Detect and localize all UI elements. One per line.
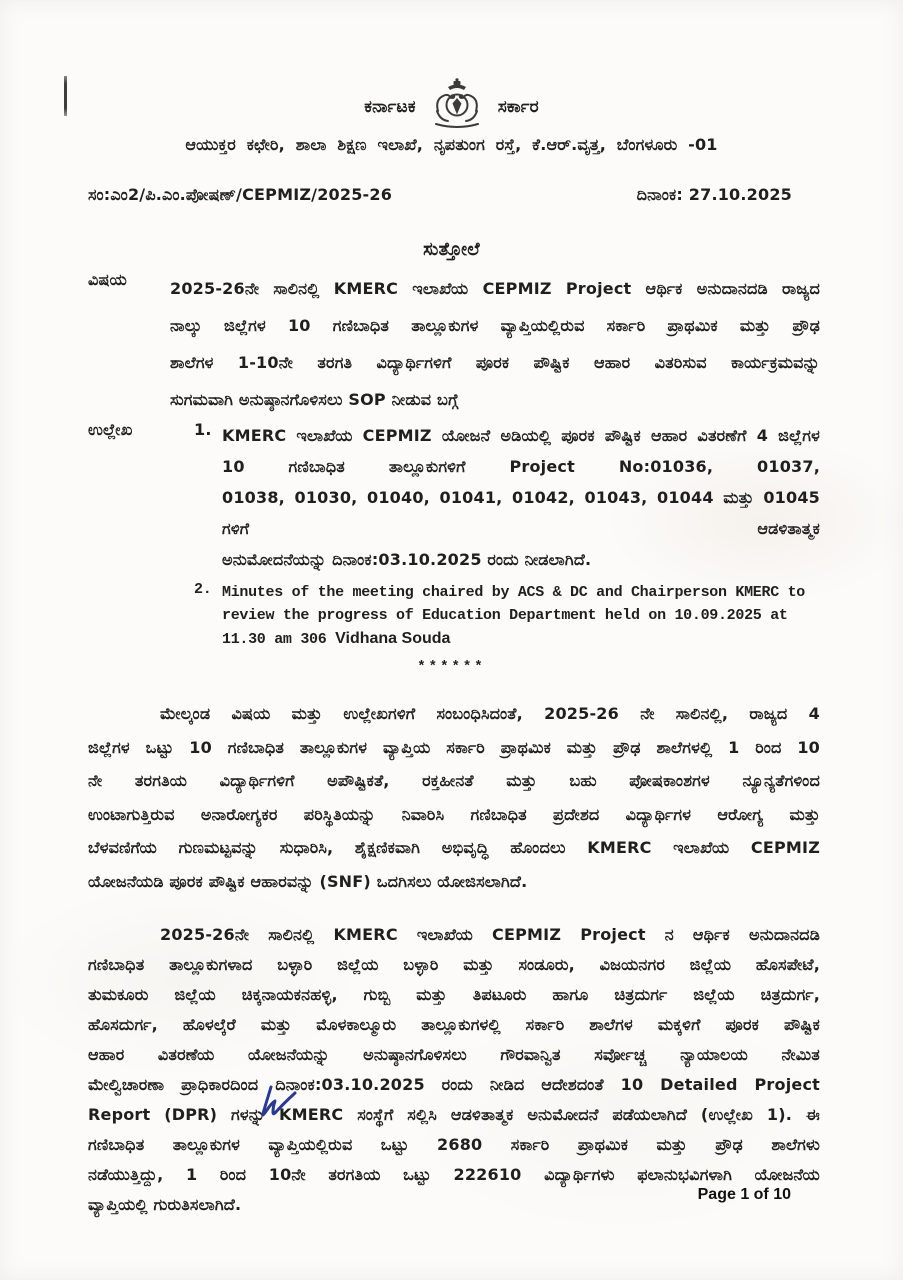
text-line: ಶಾಲೆಗಳ 1-10ನೇ ತರಗತಿ ವಿದ್ಯಾರ್ಥಿಗಳಿಗೆ ಪೂರಕ ಪೌಷ್ಟಿಕ ಆಹಾರ ವಿತರಿಸುವ ಕಾರ್ಯಕ್ರಮವನ್ನು: [170, 353, 820, 372]
reference-number: ಸಂ:ಎಂ2/ಪಿ.ಎಂ.ಪೋಷಣ್/CEPMIZ/2025-26: [88, 185, 393, 204]
text-line: [222, 627, 820, 651]
reference-number-row: [88, 185, 820, 205]
text-line: ಅನುಮೋದನೆಯನ್ನು ದಿನಾಂಕ:03.10.2025 ರಂದು ನೀಡಲಾಗಿದೆ.: [222, 550, 592, 569]
karnataka-state-emblem-icon: [428, 78, 486, 130]
reference-2-text: [222, 581, 820, 651]
text-line: 2025-26ನೇ ಸಾಲಿನಲ್ಲಿ KMERC ಇಲಾಖೆಯ CEPMIZ Project ನ ಆರ್ಥಿಕ ಅನುದಾನದಡಿ: [160, 925, 820, 944]
text-line: ತುಮಕೂರು ಜಿಲ್ಲೆಯ ಚಿಕ್ಕನಾಯಕನಹಳ್ಳಿ, ಗುಬ್ಬಿ ಮತ್ತು ತಿಪಟೂರು ಹಾಗೂ ಚಿತ್ರದುರ್ಗ ಜಿಲ್ಲೆಯ ಚಿತ್ರದುರ್ಗ,: [88, 985, 820, 1004]
meeting-time-text: 11.30 am 306: [222, 631, 336, 648]
gov-name-left: ಕರ್ನಾಟಕ: [364, 97, 416, 117]
reference-list: [170, 420, 820, 651]
text-line: ಉಂಟಾಗುತ್ತಿರುವ ಅನಾರೋಗ್ಯಕರ ಪರಿಸ್ಥಿತಿಯನ್ನು ನಿವಾರಿಸಿ ಗಣಿಬಾಧಿತ ಪ್ರದೇಶದ ವಿದ್ಯಾರ್ಥಿಗಳ ಆರೋಗ್ಯ ಮತ್ತು: [88, 804, 820, 824]
circular-title: ಸುತ್ತೋಲೆ: [423, 239, 480, 260]
text-line: ಗಣಿಬಾಧಿತ ತಾಲ್ಲೂಕುಗಳ ವ್ಯಾಪ್ತಿಯಲ್ಲಿರುವ ಒಟ್ಟು 2680 ಸರ್ಕಾರಿ ಪ್ರಾಥಮಿಕ ಮತ್ತು ಪ್ರೌಢ ಶಾಲೆಗಳು: [88, 1135, 820, 1154]
subject-block: [88, 270, 820, 418]
reference-label: ಉಲ್ಲೇಖ: [88, 420, 133, 439]
text-line: review the progress of Education Department held on 10.09.2025 at: [222, 607, 788, 624]
separator-stars: ******: [417, 659, 486, 675]
text-line: ನಾಲ್ಕು ಜಿಲ್ಲೆಗಳ 10 ಗಣಿಬಾಧಿತ ತಾಲ್ಲೂಕುಗಳ ವ್ಯಾಪ್ತಿಯಲ್ಲಿರುವ ಸರ್ಕಾರಿ ಪ್ರಾಥಮಿಕ ಮತ್ತು ಪ್ರೌಢ: [170, 316, 820, 335]
references-block: [88, 420, 820, 651]
page-number: Page 1 of 10: [697, 1186, 791, 1203]
text-line: ಬೆಳವಣಿಗೆಯ ಗುಣಮಟ್ಟವನ್ನು ಸುಧಾರಿಸಿ, ಶೈಕ್ಷಣಿಕವಾಗಿ ಅಭಿವೃದ್ಧಿ ಹೊಂದಲು KMERC ಇಲಾಖೆಯ CEPMIZ: [88, 838, 820, 857]
subject-label: ವಿಷಯ: [88, 270, 127, 289]
reference-item-1: [170, 420, 820, 575]
text-line: 01038, 01030, 01040, 01041, 01042, 01043, 01044 ಮತ್ತು 01045 ಗಳಿಗೆ ಆಡಳಿತಾತ್ಮಕ: [222, 488, 820, 538]
text-line: 2025-26ನೇ ಸಾಲಿನಲ್ಲಿ KMERC ಇಲಾಖೆಯ CEPMIZ Project ಆರ್ಥಿಕ ಅನುದಾನದಡಿ ರಾಜ್ಯದ: [170, 279, 820, 298]
text-line: ಆಹಾರ ವಿತರಣೆಯ ಯೋಜನೆಯನ್ನು ಅನುಷ್ಠಾನಗೊಳಿಸಲು ಗೌರವಾನ್ವಿತ ಸರ್ವೋಚ್ಚ ನ್ಯಾಯಾಲಯ ನೇಮಿತ: [88, 1045, 820, 1064]
reference-1-text: [222, 420, 820, 575]
circular-date: ದಿನಾಂಕ: 27.10.2025: [636, 185, 792, 204]
government-header: [0, 0, 903, 130]
text-line: ನಡೆಯುತ್ತಿದ್ದು, 1 ರಿಂದ 10ನೇ ತರಗತಿಯ ಒಟ್ಟು 222610 ವಿದ್ಯಾರ್ಥಿಗಳು ಫಲಾನುಭವಿಗಳಾಗಿ ಯೋಜನೆಯ: [88, 1165, 820, 1184]
text-line: 10 ಗಣಿಬಾಧಿತ ತಾಲ್ಲೂಕುಗಳಿಗೆ Project No:01036, 01037,: [222, 457, 820, 476]
vidhana-souda-text: Vidhana Souda: [335, 630, 451, 647]
text-line: ನೇ ತರಗತಿಯ ವಿದ್ಯಾರ್ಥಿಗಳಿಗೆ ಅಪೌಷ್ಟಿಕತೆ, ರಕ್ತಹೀನತೆ ಮತ್ತು ಬಹು ಪೋಷಕಾಂಶಗಳ ನ್ಯೂನ್ಯತೆಗಳಿಂದ: [88, 771, 820, 790]
text-line: ಮೇಲ್ವಿಚಾರಣಾ ಪ್ರಾಧಿಕಾರದಿಂದ ದಿನಾಂಕ:03.10.2025 ರಂದು ನೀಡಿದ ಆದೇಶದಂತೆ 10 Detailed Project: [88, 1075, 820, 1094]
reference-1-number: 1.: [194, 420, 212, 439]
gov-name-right: ಸರ್ಕಾರ: [497, 97, 539, 117]
reference-2-number: 2.: [194, 581, 212, 598]
text-line: KMERC ಇಲಾಖೆಯ CEPMIZ ಯೋಜನೆ ಅಡಿಯಲ್ಲಿ ಪೂರಕ ಪೌಷ್ಟಿಕ ಆಹಾರ ವಿತರಣೆಗೆ 4 ಜಿಲ್ಲೆಗಳ: [222, 426, 820, 445]
body-paragraph-1: [88, 697, 820, 898]
text-line: Report (DPR) ಗಳನ್ನು KMERC ಸಂಸ್ಥೆಗೆ ಸಲ್ಲಿಸಿ ಆಡಳಿತಾತ್ಮಕ ಅನುಮೋದನೆ ಪಡೆಯಲಾಗಿದೆ (ಉಲ್ಲೇಖ 1). ಈ: [88, 1105, 820, 1124]
body-paragraph-2: [88, 920, 820, 1220]
office-address: ಆಯುಕ್ತರ ಕಛೇರಿ, ಶಾಲಾ ಶಿಕ್ಷಣ ಇಲಾಖೆ, ನೃಪತುಂಗ ರಸ್ತೆ, ಕೆ.ಆರ್.ವೃತ್ತ, ಬೆಂಗಳೂರು -01: [185, 135, 718, 154]
text-line: Minutes of the meeting chaired by ACS & DC and Chairperson KMERC to: [222, 584, 805, 601]
blue-ink-check-mark: [255, 1083, 317, 1131]
subject-text: [170, 270, 820, 418]
text-line: ಮೇಲ್ಕಂಡ ವಿಷಯ ಮತ್ತು ಉಲ್ಲೇಖಗಳಿಗೆ ಸಂಬಂಧಿಸಿದಂತೆ, 2025-26 ನೇ ಸಾಲಿನಲ್ಲಿ, ರಾಜ್ಯದ 4: [160, 704, 820, 723]
text-line: ಗಣಿಬಾಧಿತ ತಾಲ್ಲೂಕುಗಳಾದ ಬಳ್ಳಾರಿ ಜಿಲ್ಲೆಯ ಬಳ್ಳಾರಿ ಮತ್ತು ಸಂಡೂರು, ವಿಜಯನಗರ ಜಿಲ್ಲೆಯ ಹೊಸಪೇಟೆ,: [88, 955, 820, 974]
text-line: ವ್ಯಾಪ್ತಿಯಲ್ಲಿ ಗುರುತಿಸಲಾಗಿದೆ.: [88, 1195, 242, 1214]
text-line: ಜಿಲ್ಲೆಗಳ ಒಟ್ಟು 10 ಗಣಿಬಾಧಿತ ತಾಲ್ಲೂಕುಗಳ ವ್ಯಾಪ್ತಿಯ ಸರ್ಕಾರಿ ಪ್ರಾಥಮಿಕ ಮತ್ತು ಪ್ರೌಢ ಶಾಲೆಗಳಲ್ಲಿ 1 ರಿಂದ 10: [88, 737, 820, 757]
scan-artifact-line: [64, 76, 67, 116]
paragraph-1-text: [88, 697, 820, 898]
text-line: ಹೊಸದುರ್ಗ, ಹೊಳಲ್ಕೆರೆ ಮತ್ತು ಮೊಳಕಾಲ್ಮೂರು ತಾಲ್ಲೂಕುಗಳಲ್ಲಿ ಸರ್ಕಾರಿ ಶಾಲೆಗಳ ಮಕ್ಕಳಿಗೆ ಪೂರಕ ಪೌಷ್ಟಿಕ: [88, 1015, 820, 1034]
text-line: ಯೋಜನೆಯಡಿ ಪೂರಕ ಪೌಷ್ಟಿಕ ಆಹಾರವನ್ನು (SNF) ಒದಗಿಸಲು ಯೋಜಿಸಲಾಗಿದೆ.: [88, 871, 528, 891]
paragraph-2-text: [88, 920, 820, 1220]
text-line: ಸುಗಮವಾಗಿ ಅನುಷ್ಠಾನಗೊಳಿಸಲು SOP ನೀಡುವ ಬಗ್ಗೆ: [170, 390, 459, 409]
reference-item-2: [170, 581, 820, 651]
